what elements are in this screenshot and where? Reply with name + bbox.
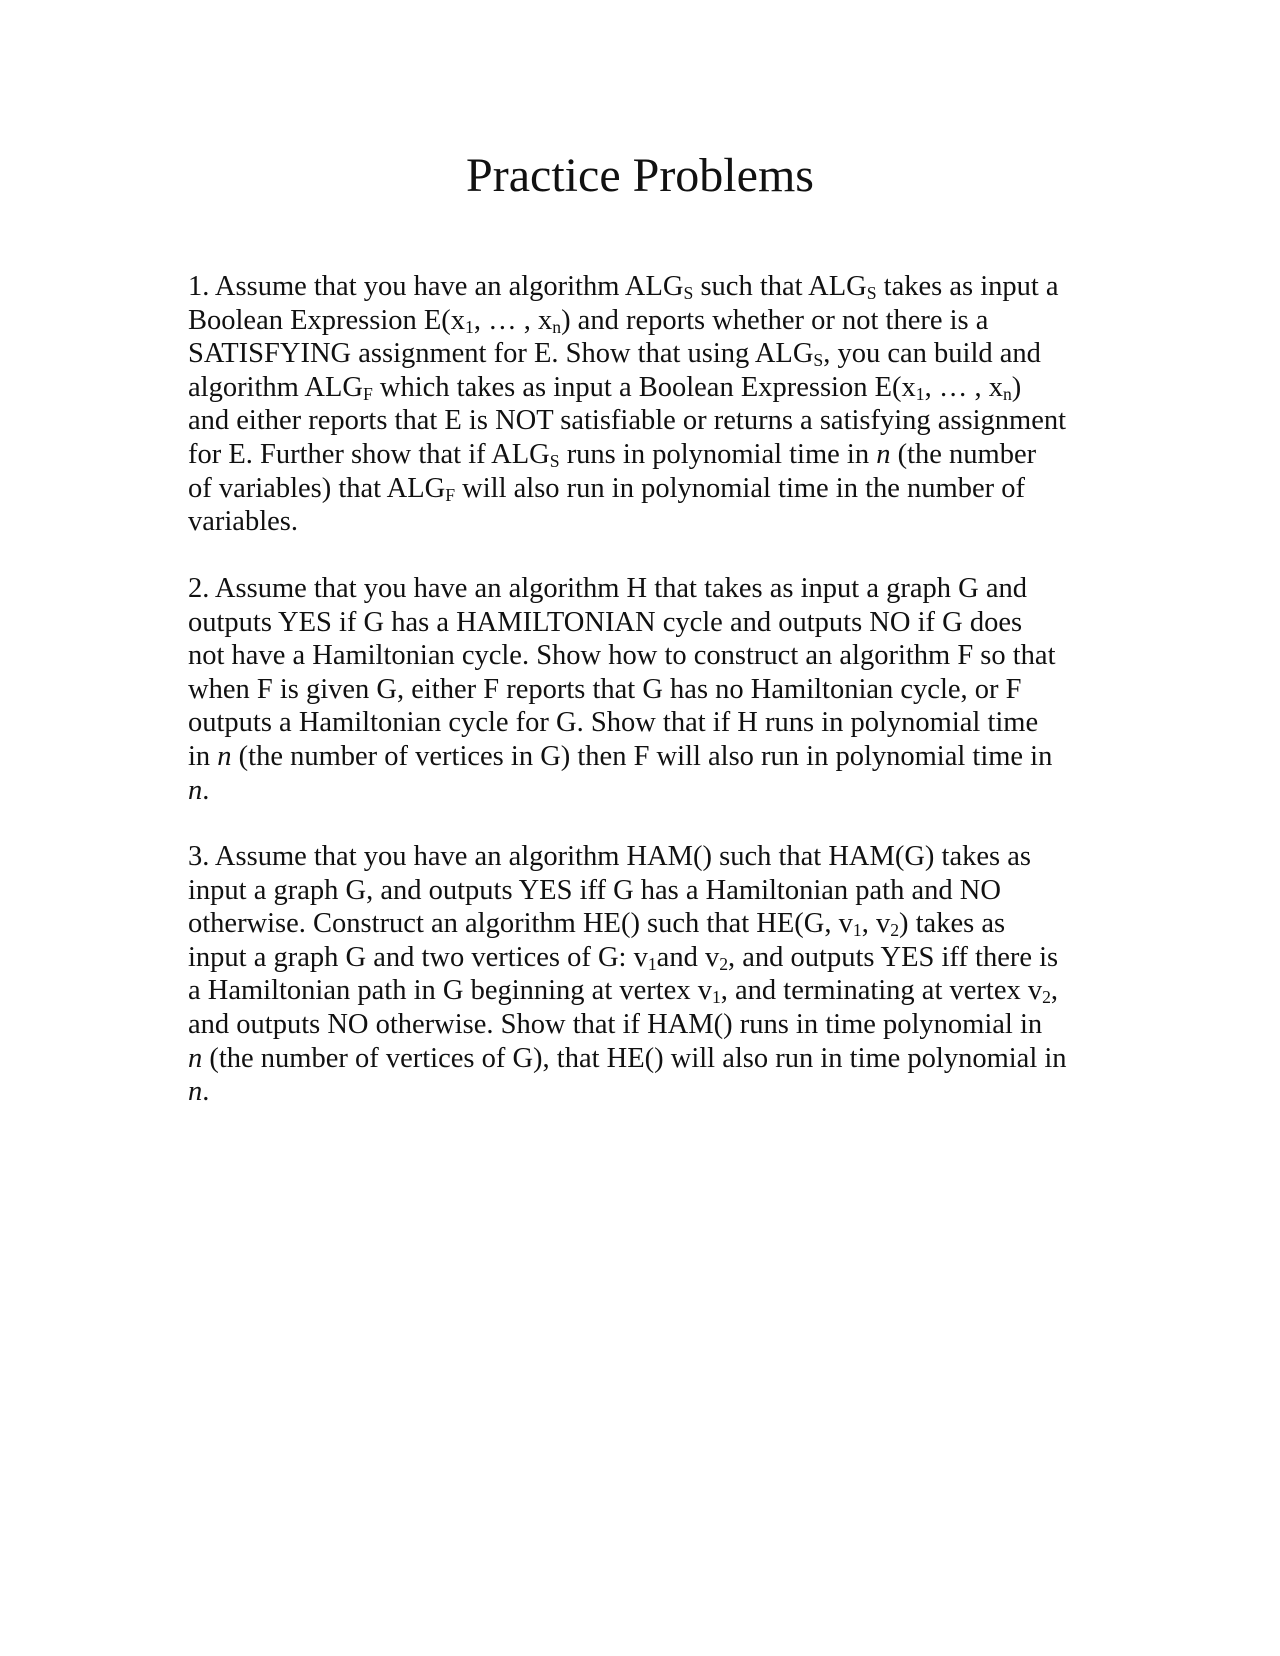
problem-3-line-1: 3. Assume that you have an algorithm HAM() such that HAM(G) takes as — [188, 841, 1031, 872]
problem-2-line-7: n. — [188, 774, 210, 806]
subscript: 1 — [915, 383, 925, 404]
subscript: S — [683, 282, 694, 303]
problem-1-line-7: of variables) that $ALG_F$ will also run in polynomial time in the number of — [188, 472, 1025, 505]
problem-3-line-3: otherwise. Construct an algorithm HE() such that HE(G, $v_1$, $v_2$) takes as — [188, 908, 1006, 941]
subscript: 1 — [647, 953, 657, 974]
subscript: S — [813, 350, 824, 371]
problem-2-line-5: outputs a Hamiltonian cycle for G. Show that if H runs in polynomial time — [188, 707, 1039, 739]
problem-3-line-5: a Hamiltonian path in G beginning at vertex $v_1$, and terminating at vertex $v_2$, — [188, 975, 1059, 1008]
problem-1-line-2: Boolean Expression $E(x_1$, … , $x_n$) and reports whether or not there is a — [188, 304, 989, 337]
problem-2-line-3: not have a Hamiltonian cycle. Show how to construct an algorithm F so that — [188, 640, 1056, 672]
problem-3 — [188, 840, 1094, 1109]
italic-variable: n — [188, 774, 203, 806]
italic-variable: n — [876, 438, 891, 470]
subscript: S — [549, 450, 560, 471]
italic-variable: n — [217, 740, 232, 772]
page-title: Practice Problems — [466, 149, 814, 202]
problem-3-line-7: n (the number of vertices of G), that HE() will also run in time polynomial in — [188, 1042, 1067, 1074]
subscript: 1 — [465, 316, 474, 337]
problem-3-line-4: input a graph G and two vertices of G: $v_1and$ $v_2$, and outputs YES iff there is — [188, 941, 1059, 974]
italic-variable: n — [188, 1042, 203, 1074]
problem-2-line-1: 2. Assume that you have an algorithm H that takes as input a graph G and — [188, 573, 1027, 604]
italic-variable: n — [188, 1076, 203, 1108]
subscript: 1 — [711, 987, 721, 1008]
subscript: S — [866, 282, 877, 303]
problem-2-line-2: outputs YES if G has a HAMILTONIAN cycle and outputs NO if G does — [188, 606, 1023, 638]
problem-1-line-3: SATISFYING assignment for E. Show that using $ALG_S$, you can build and — [188, 338, 1041, 371]
problem-1-line-4: algorithm $ALG_F$ which takes as input a Boolean Expression $E(x_1$, … , $x_n$) — [188, 371, 1022, 404]
problem-3-line-6: and outputs NO otherwise. Show that if HAM() runs in time polynomial in — [188, 1008, 1043, 1040]
problem-1 — [188, 270, 1094, 539]
subscript: 2 — [719, 953, 729, 974]
problem-1-line-5: and either reports that E is NOT satisfiable or returns a satisfying assignment — [188, 405, 1067, 437]
problem-2 — [188, 572, 1094, 807]
problem-1-line-8: variables. — [188, 506, 298, 538]
subscript: 1 — [852, 920, 862, 941]
problem-3-line-8: n. — [188, 1076, 210, 1108]
problem-2-line-6: in n (the number of vertices in G) then F will also run in polynomial time in — [188, 740, 1053, 772]
subscript: n — [1002, 383, 1012, 404]
problem-3-line-2: input a graph G, and outputs YES iff G has a Hamiltonian path and NO — [188, 874, 1001, 906]
subscript: F — [445, 484, 456, 505]
problem-2-line-4: when F is given G, either F reports that G has no Hamiltonian cycle, or F — [188, 673, 1022, 705]
subscript: F — [362, 383, 373, 404]
problem-1-line-1: 1. Assume that you have an algorithm $ALG_S$ such that $ALG_S$ takes as input a — [188, 271, 1059, 303]
subscript: 2 — [890, 920, 900, 941]
subscript: 2 — [1042, 987, 1051, 1008]
subscript: n — [552, 316, 562, 337]
problem-1-line-6: for E. Further show that if $ALG_S$ runs in polynomial time in n (the number — [188, 438, 1037, 471]
